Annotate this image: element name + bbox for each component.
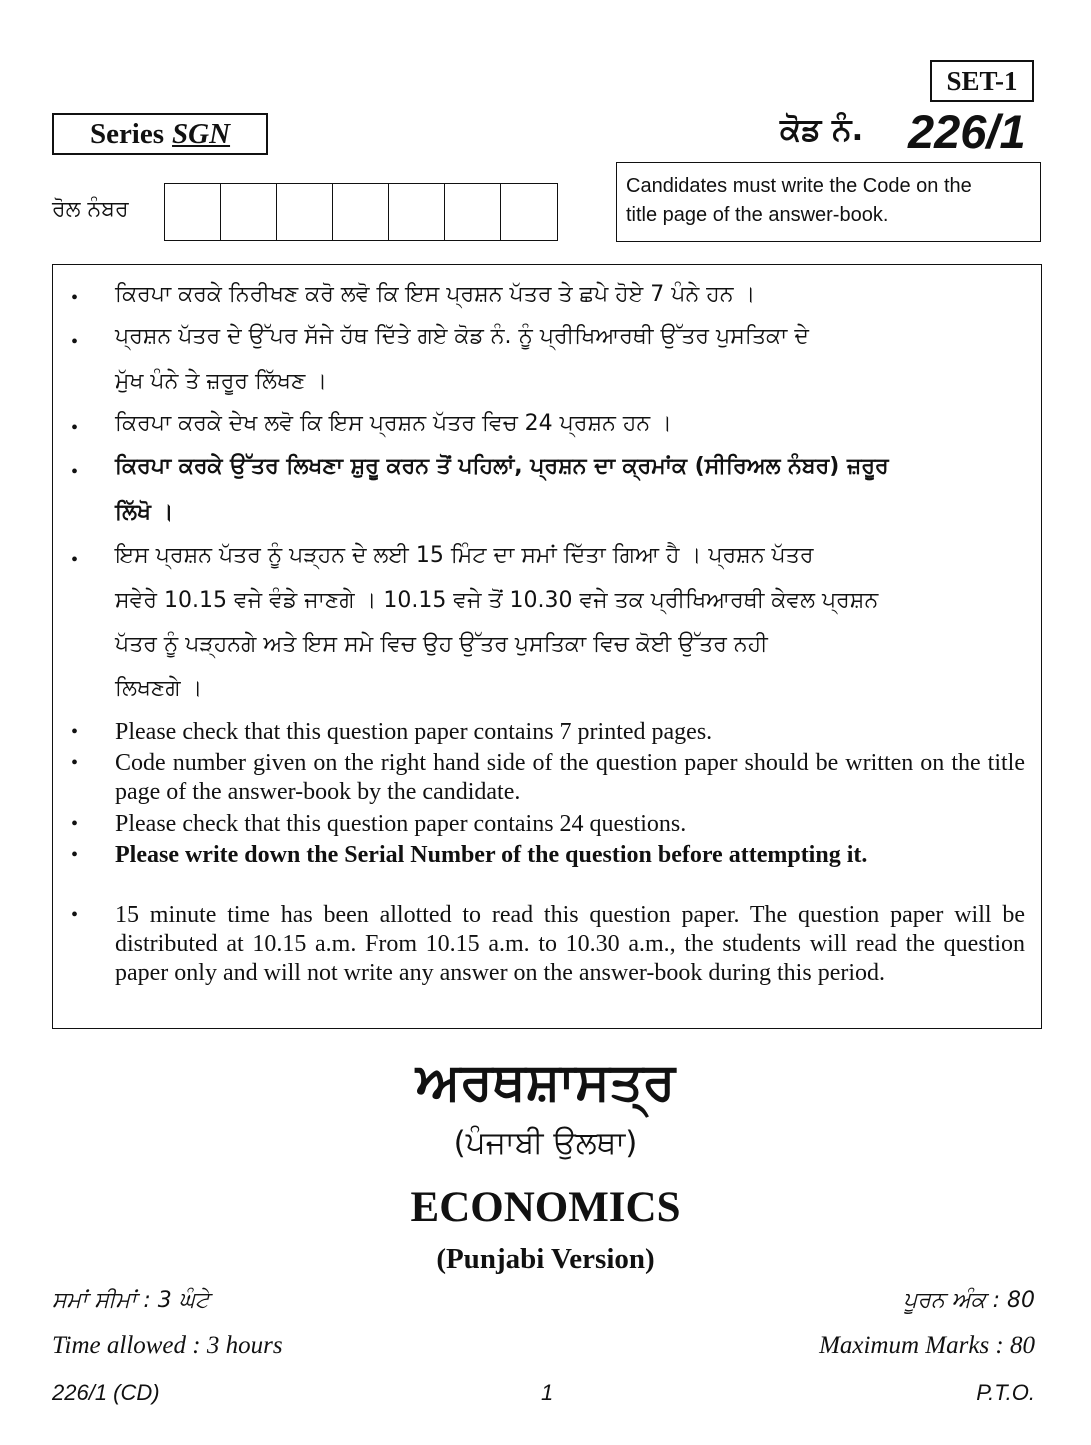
series-label [52, 113, 268, 155]
roll-number-box[interactable] [445, 184, 501, 240]
roll-number-box[interactable] [221, 184, 277, 240]
candidate-code-note [616, 162, 1041, 242]
candidate-note-line2: title page of the answer-book. [626, 204, 889, 226]
instruction-en-5: 15 minute time has been allotted to read this question paper. The question paper will be distributed at 10.15 a.m. From 10.15 a.m. to 10.30 a.m., the students will read the question paper only and will not write any answer on the answer-book during this period. [115, 902, 1025, 986]
series-code: SGN [172, 117, 231, 150]
instruction-en-1: Please check that this question paper contains 7 printed pages. [115, 719, 713, 745]
subject-title-english: ECONOMICS [410, 1184, 681, 1231]
instruction-pa-2b: ਮੁੱਖ ਪੰਨੇ ਤੇ ਜ਼ਰੂਰ ਲਿੱਖਣ । [115, 369, 328, 394]
subject-title-punjabi: ਅਰਥਸ਼ਾਸਤ੍ਰ [415, 1052, 676, 1112]
bullet: • [71, 461, 79, 483]
instruction-pa-5b: ਸਵੇਰੇ 10.15 ਵਜੇ ਵੰਡੇ ਜਾਣਗੇ । 10.15 ਵਜੇ ਤੋਂ 10.30 ਵਜੇ ਤਕ ਪ੍ਰੀਖਿਆਰਥੀ ਕੇਵਲ ਪ੍ਰਸ਼ਨ [115, 588, 879, 613]
instruction-en-2: Code number given on the right hand side of the question paper should be written on the title page of the answer-book by the candidate. [115, 750, 1025, 805]
roll-number-box[interactable] [165, 184, 221, 240]
instruction-pa-5c: ਪੱਤਰ ਨੂੰ ਪੜ੍ਹਨਗੇ ਅਤੇ ਇਸ ਸਮੇ ਵਿਚ ਉਹ ਉੱਤਰ ਪੁਸਤਿਕਾ ਵਿਚ ਕੋਈ ਉੱਤਰ ਨਹੀ [115, 632, 768, 657]
code-value: 226/1 [908, 105, 1026, 158]
bullet: • [71, 331, 79, 353]
candidate-note-line1: Candidates must write the Code on the [626, 175, 972, 197]
instruction-pa-2a: ਪ੍ਰਸ਼ਨ ਪੱਤਰ ਦੇ ਉੱਪਰ ਸੱਜੇ ਹੱਥ ਦਿੱਤੇ ਗਏ ਕੋਡ ਨੰ. ਨੂੰ ਪ੍ਰੀਖਿਆਰਥੀ ਉੱਤਰ ਪੁਸਤਿਕਾ ਦੇ [115, 324, 809, 349]
bullet: • [71, 721, 79, 743]
instruction-pa-4b: ਲਿੱਖੋ । [115, 500, 174, 525]
instruction-pa-1: ਕਿਰਪਾ ਕਰਕੇ ਨਿਰੀਖਣ ਕਰੋ ਲਵੋ ਕਿ ਇਸ ਪ੍ਰਸ਼ਨ ਪੱਤਰ ਤੇ ਛਪੇ ਹੋਏ 7 ਪੰਨੇ ਹਨ । [115, 282, 756, 307]
time-allowed-english: Time allowed : 3 hours [52, 1332, 283, 1359]
max-marks-punjabi: ਪੂਰਨ ਅੰਕ : 80 [903, 1288, 1035, 1313]
footer-code: 226/1 (CD) [52, 1380, 160, 1405]
bullet: • [71, 287, 79, 309]
bullet: • [71, 549, 79, 571]
bullet: • [71, 904, 79, 926]
roll-number-box[interactable] [277, 184, 333, 240]
pto-label: P.T.O. [976, 1380, 1035, 1405]
bullet: • [71, 417, 79, 439]
instructions-box [52, 264, 1042, 1029]
instruction-pa-5d: ਲਿਖਣਗੇ । [115, 676, 203, 701]
roll-number-box[interactable] [333, 184, 389, 240]
set-label: SET-1 [930, 60, 1034, 102]
subject-subtitle-punjabi: (ਪੰਜਾਬੀ ਉਲਥਾ) [453, 1125, 638, 1161]
code-label: ਕੋਡ ਨੰ. [780, 112, 864, 148]
page-number: 1 [541, 1380, 554, 1405]
bullet: • [71, 752, 79, 774]
bullet: • [71, 844, 79, 866]
roll-number-boxes[interactable] [164, 183, 558, 241]
roll-number-label: ਰੋਲ ਨੰਬਰ [52, 197, 129, 222]
instruction-en-4: Please write down the Serial Number of the question before attempting it. [115, 842, 868, 868]
roll-number-box[interactable] [501, 184, 557, 240]
instruction-pa-3: ਕਿਰਪਾ ਕਰਕੇ ਦੇਖ ਲਵੋ ਕਿ ਇਸ ਪ੍ਰਸ਼ਨ ਪੱਤਰ ਵਿਚ 24 ਪ੍ਰਸ਼ਨ ਹਨ । [115, 411, 672, 436]
max-marks-english: Maximum Marks : 80 [819, 1332, 1035, 1359]
instruction-en-3: Please check that this question paper contains 24 questions. [115, 811, 687, 837]
roll-number-box[interactable] [389, 184, 445, 240]
instruction-pa-4a: ਕਿਰਪਾ ਕਰਕੇ ਉੱਤਰ ਲਿਖਣਾ ਸ਼ੁਰੂ ਕਰਨ ਤੋਂ ਪਹਿਲਾਂ, ਪ੍ਰਸ਼ਨ ਦਾ ਕ੍ਰਮਾਂਕ (ਸੀਰਿਅਲ ਨੰਬਰ) ਜ਼ਰੂਰ [115, 454, 889, 479]
instruction-pa-5a: ਇਸ ਪ੍ਰਸ਼ਨ ਪੱਤਰ ਨੂੰ ਪੜ੍ਹਨ ਦੇ ਲਈ 15 ਮਿੰਟ ਦਾ ਸਮਾਂ ਦਿੱਤਾ ਗਿਆ ਹੈ । ਪ੍ਰਸ਼ਨ ਪੱਤਰ [115, 543, 814, 568]
time-allowed-punjabi: ਸਮਾਂ ਸੀਮਾਂ : 3 ਘੰਟੇ [52, 1288, 210, 1313]
bullet: • [71, 813, 79, 835]
subject-subtitle-english: (Punjabi Version) [436, 1243, 655, 1275]
series-prefix: Series [89, 117, 165, 150]
